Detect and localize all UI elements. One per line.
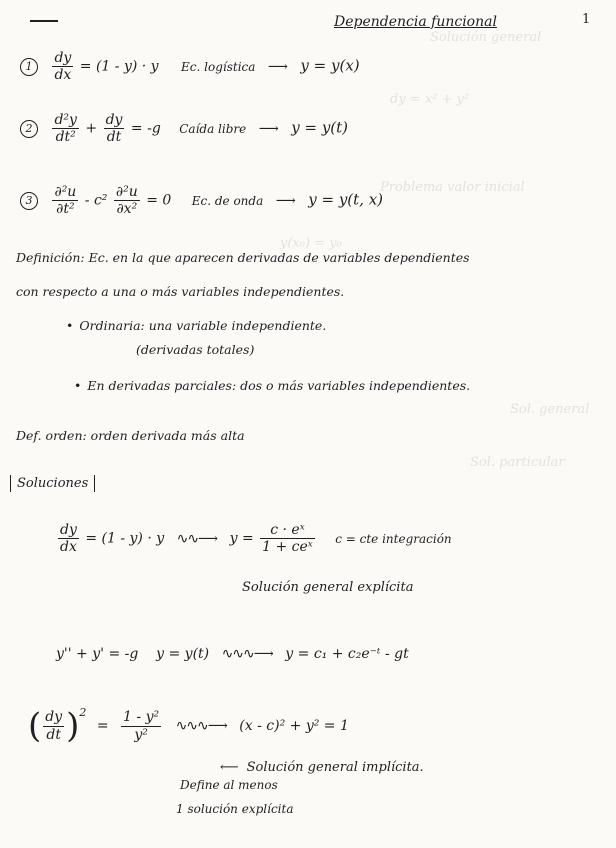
bleed-through-text: y(x₀) = y₀ (280, 236, 342, 251)
fraction: $\frac{\text{c · eˣ}}{\text{1 + ceˣ}}$ (262, 522, 313, 556)
wavy-arrow-icon: ∿∿⟶ (176, 530, 218, 547)
page-title: Dependencia funcional (334, 14, 497, 30)
equation-1 (20, 50, 360, 83)
long-right-arrow-icon: ⟶ (267, 58, 288, 75)
equation-result: y = y(t) (291, 118, 349, 137)
long-right-arrow-icon: ⟶ (258, 120, 279, 137)
solution-3-note-2: 1 solución explícita (176, 802, 294, 816)
fraction: $\frac{dy}{dt}$ (45, 709, 63, 743)
equation-rhs: = -g (130, 120, 161, 137)
bleed-through-text: Sol. particular (470, 455, 565, 470)
solution-2: y'' + y' = -g y = y(t) ∿∿∿⟶ y = c₁ + c₂e⁻ᵗ - gt (56, 646, 409, 662)
equation-rhs: = (1 - y) · y (79, 58, 159, 75)
equation-label: Ec. logística (181, 59, 256, 74)
equation-result: y = y(x) (300, 56, 360, 75)
equation-3: 3 $\frac{\text{∂²u}}{\text{∂t²}}$ - c² $\frac{\text{∂²u}}{\text{∂x²}}$ = 0 Ec. de onda ⟶ y = y(t, x) (20, 184, 383, 217)
equation-rhs: = 0 (146, 192, 172, 209)
equation-label: Caída libre (179, 121, 247, 136)
solution-3-caption: ⟵ Solución general implícita. (220, 760, 424, 775)
solutions-heading: Soluciones (10, 476, 95, 491)
equation-result: y = y(t, x) (308, 190, 384, 209)
bullet-dot-icon: • (66, 318, 74, 333)
equation-2: 2 $\frac{\text{d²y}}{\text{dt²}}$ + $\frac{dy}{dt}$ = -g Caída libre ⟶ y = y(t) (20, 112, 348, 145)
solution-1: $\frac{dy}{dx}$ = (1 - y) · y ∿∿⟶ y = $\frac{\text{c · eˣ}}{\text{1 + ceˣ}}$ c = cte integración (60, 522, 452, 556)
definition-bullet-1-note: (derivadas totales) (136, 342, 255, 357)
bleed-through-text: Sol. general (510, 402, 590, 417)
bleed-through-text: Problema valor inicial (380, 180, 525, 195)
bleed-through-text: dy = x² + y² (390, 92, 470, 107)
equation-number: 3 (20, 192, 38, 210)
solution-3-note-1: Define al menos (180, 778, 278, 792)
fraction: $\frac{dy}{dx}$ (60, 522, 77, 556)
equation-number: 1 (20, 58, 38, 76)
fraction: $\frac{dy}{dx}$ (54, 50, 72, 84)
definition-bullet-2: • En derivadas parciales: dos o más variables independientes. (74, 378, 471, 393)
integration-constant: c = cte integración (335, 531, 452, 546)
equation-label: Ec. de onda (191, 193, 264, 208)
bleed-through-text: Solución general (430, 30, 542, 45)
header-dash (30, 20, 58, 22)
fraction: $\frac{dy}{dt}$ (105, 112, 123, 146)
wavy-arrow-icon: ∿∿∿⟶ (221, 646, 273, 662)
page-number: 1 (582, 12, 591, 27)
definition-bullet-1: • Ordinaria: una variable independiente. (66, 318, 327, 333)
fraction: $\frac{\text{d²y}}{\text{dt²}}$ (54, 112, 77, 146)
equation-number: 2 (20, 120, 38, 138)
solution-1-caption: Solución general explícita (242, 580, 414, 595)
fraction: $\frac{\text{∂²u}}{\text{∂t²}}$ (54, 184, 77, 218)
left-arrow-icon: ⟵ (220, 760, 239, 775)
wavy-arrow-icon: ∿∿∿⟶ (175, 718, 227, 734)
definition-line-1: Definición: Ec. en la que aparecen derivadas de variables dependientes (16, 250, 470, 265)
fraction: $\frac{\text{1 - y²}}{\text{y²}}$ (123, 709, 160, 743)
long-right-arrow-icon: ⟶ (275, 192, 296, 209)
fraction: $\frac{\text{∂²u}}{\text{∂x²}}$ (115, 184, 138, 218)
definition-line-2: con respecto a una o más variables independientes. (16, 284, 345, 299)
order-definition: Def. orden: orden derivada más alta (16, 428, 245, 443)
solution-3: ( $\frac{dy}{dt}$ )$^2$ = $\frac{\text{1 - y²}}{\text{y²}}$ ∿∿∿⟶ (x - c)² + y² = 1 (28, 706, 349, 746)
bullet-dot-icon: • (74, 378, 82, 393)
